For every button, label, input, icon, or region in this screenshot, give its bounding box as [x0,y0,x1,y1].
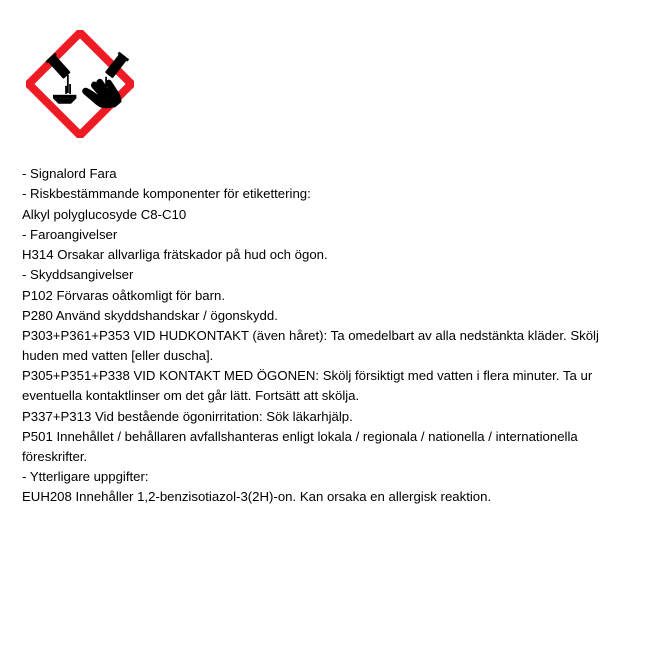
text-line: P501 Innehållet / behållaren avfallshanteras enligt lokala / regionala / nationella / internationella föreskrifter. [22,428,578,464]
text-line: EUH208 Innehåller 1,2-benzisotiazol-3(2H)-on. Kan orsaka en allergisk reaktion. [22,489,492,505]
text-line: - Faroangivelser [22,226,118,242]
pictogram-area [22,0,628,148]
text-line: P337+P313 Vid bestående ögonirritation: Sök läkarhjälp. [22,408,353,424]
text-line: P305+P351+P338 VID KONTAKT MED ÖGONEN: Skölj försiktigt med vatten i flera minuter. Ta ur eventuella kontaktlinser om det går lätt. Fortsätt att skölja. [22,368,593,404]
text-line: Alkyl polyglucosyde C8-C10 [22,206,187,222]
text-line: - Signalord Fara [22,166,117,181]
text-line: P303+P361+P353 VID HUDKONTAKT (även håret): Ta omedelbart av alla nedstänkta kläder. Skölj huden med vatten [eller duscha]. [22,328,599,364]
text-line: P280 Använd skyddshandskar / ögonskydd. [22,308,278,324]
text-line: - Ytterligare uppgifter: [22,468,149,484]
text-line: H314 Orsakar allvarliga frätskador på hud och ögon. [22,247,328,263]
text-line: - Riskbestämmande komponenter för etikettering: [22,186,311,202]
hazard-text-block [22,164,628,507]
text-line: P102 Förvaras oåtkomligt för barn. [22,287,226,303]
text-line: - Skyddsangivelser [22,267,134,283]
corrosion-icon [26,30,134,138]
